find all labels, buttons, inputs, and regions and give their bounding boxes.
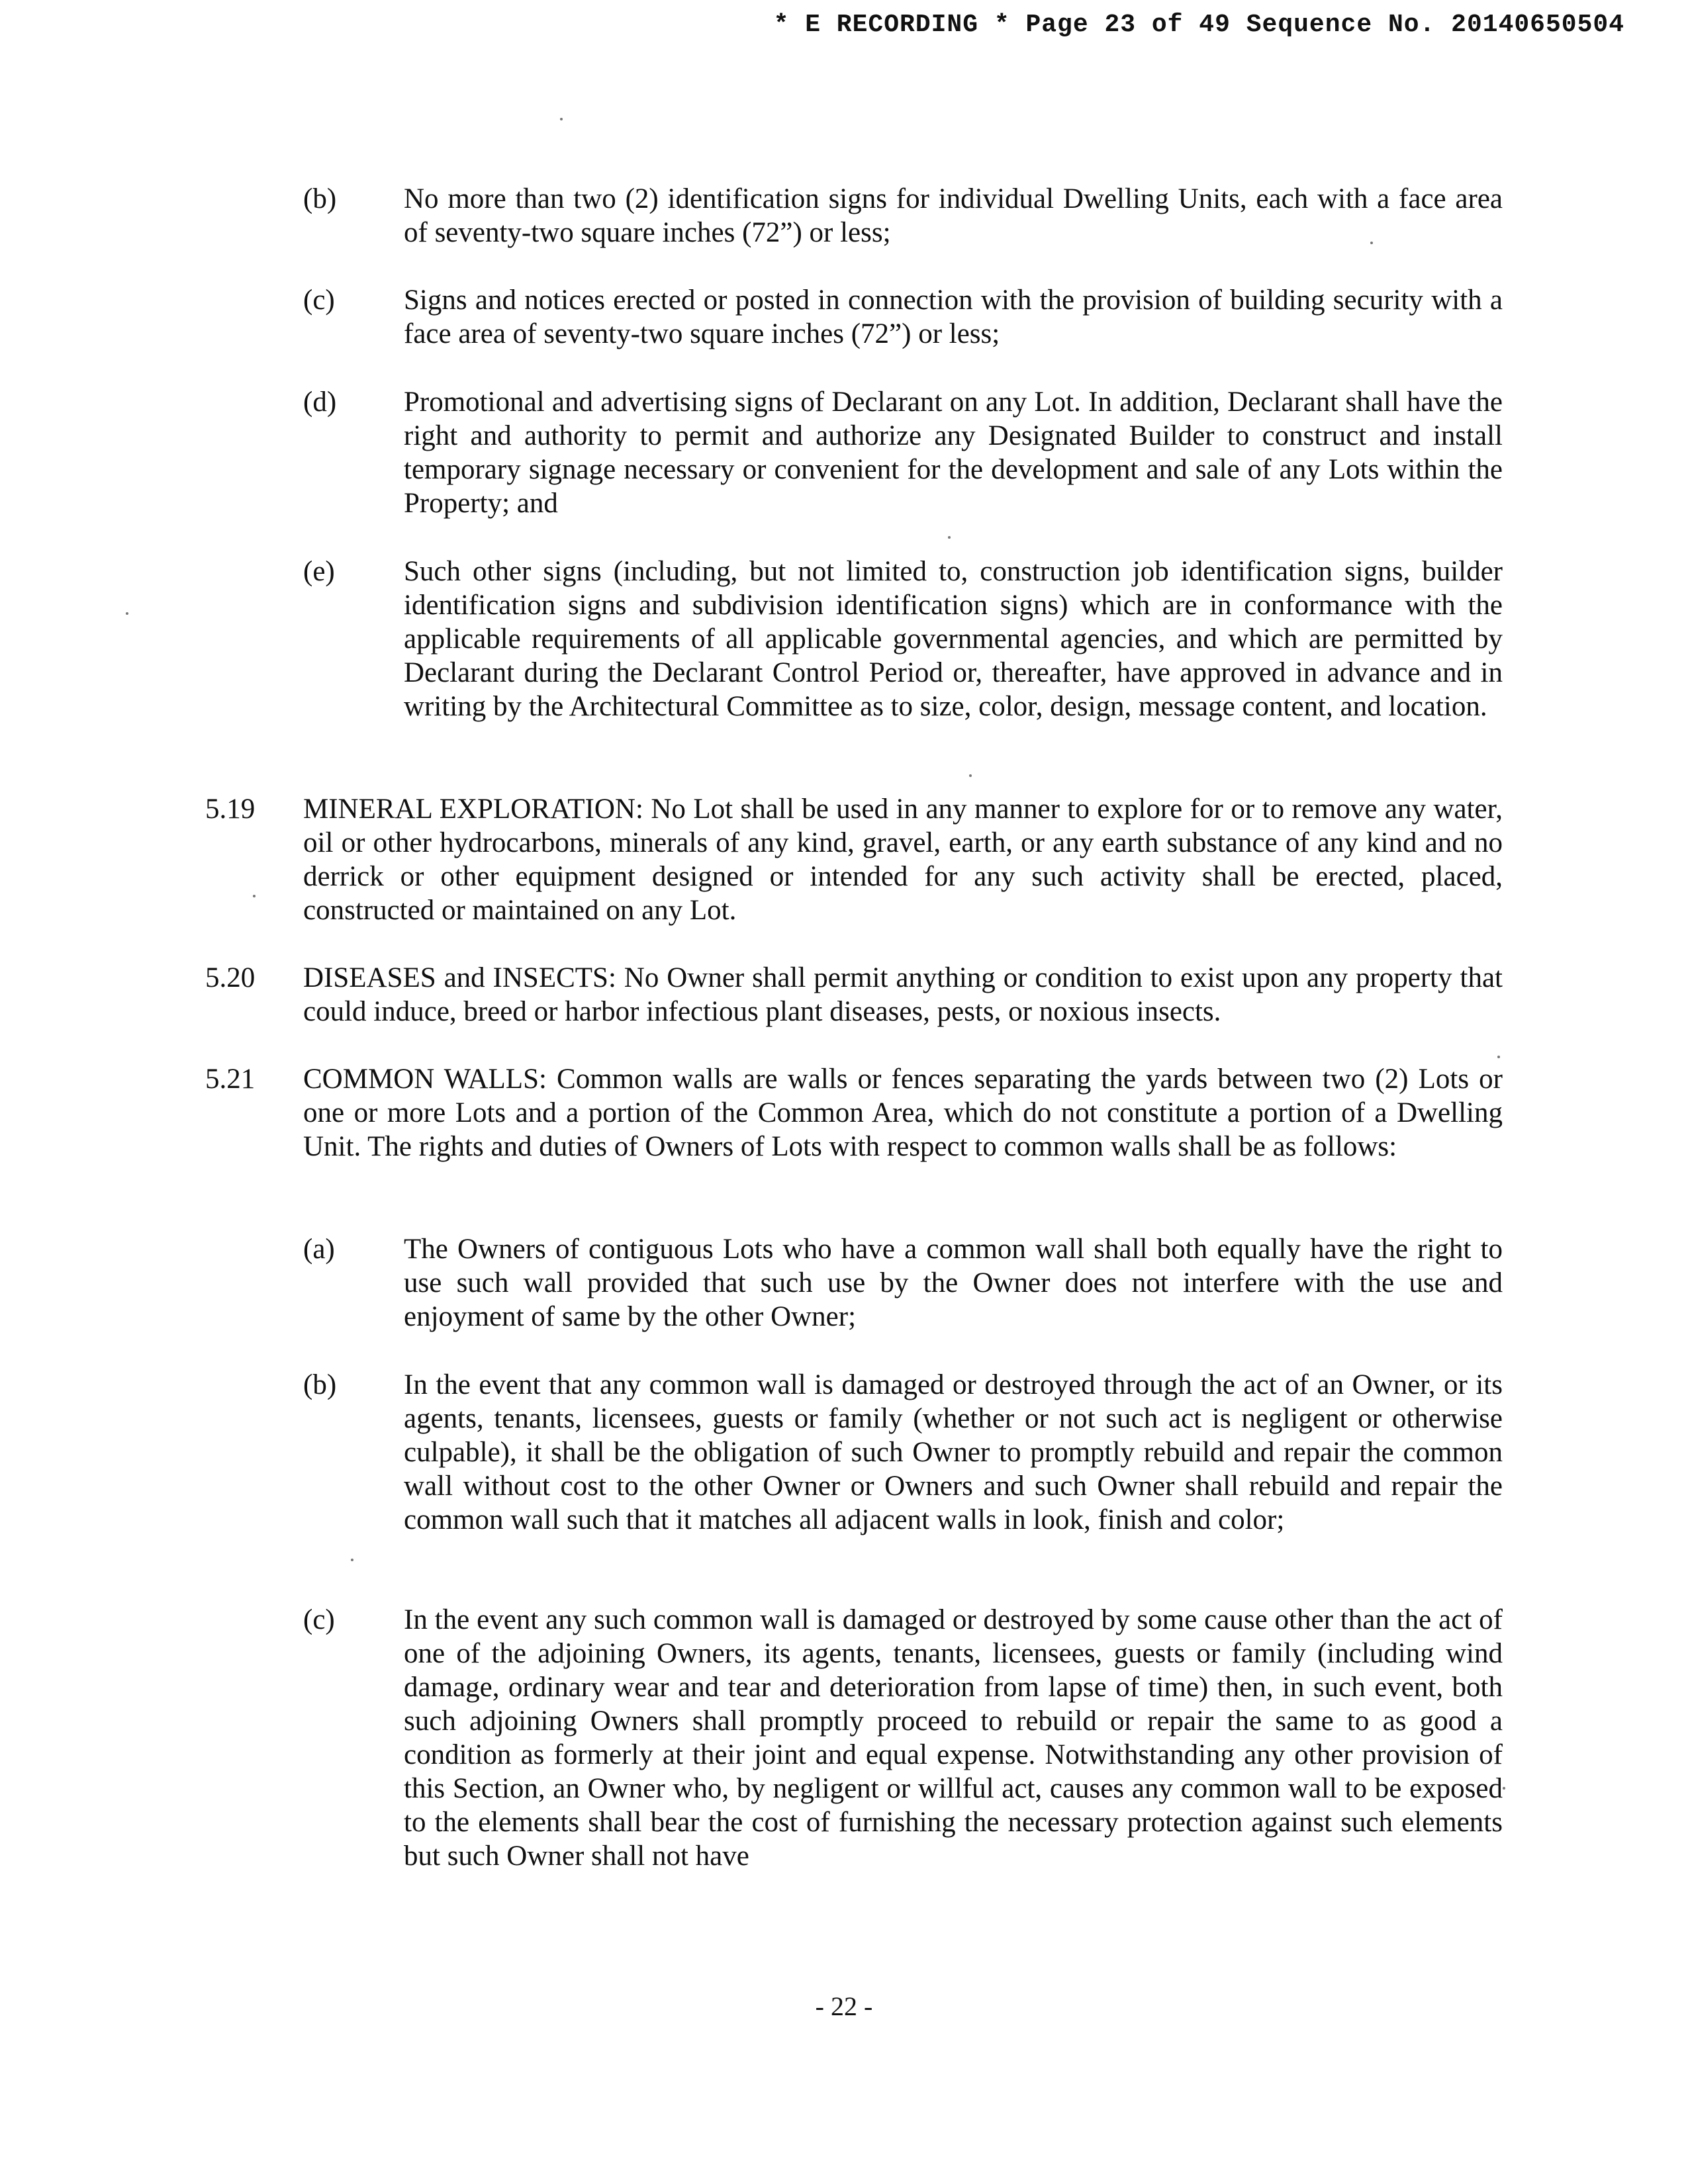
- subsection-label: (c): [303, 285, 335, 316]
- scan-speck: [948, 536, 951, 539]
- subsection-label: (b): [303, 1369, 337, 1400]
- scan-speck: [1497, 1056, 1500, 1058]
- subsection-text: No more than two (2) identification signs for individual Dwelling Units, each with a face area of seventy-two square inches (72”) or less;: [404, 183, 1503, 248]
- scan-speck: [1503, 1787, 1505, 1790]
- scan-speck: [969, 774, 972, 777]
- subsection-text: Promotional and advertising signs of Declarant on any Lot. In addition, Declarant shall have the right and authority to permit and authorize any Designated Builder to construct and install temporary signage necessary or convenient for the development and sale of any Lots within the Property; and: [404, 387, 1503, 519]
- scan-speck: [253, 895, 256, 897]
- scan-speck: [351, 1559, 353, 1561]
- section-number: 5.21: [205, 1064, 256, 1095]
- recording-stamp: * E RECORDING * Page 23 of 49 Sequence No. 20140650504: [773, 11, 1624, 39]
- section-text: MINERAL EXPLORATION: No Lot shall be used in any manner to explore for or to remove any water, oil or other hydrocarbons, minerals of any kind, gravel, earth, or any earth substance of any kind and no derrick or other equipment designed or intended for any such activity shall be erected, placed, constructed or maintained on any Lot.: [303, 794, 1503, 926]
- scan-speck: [1370, 242, 1373, 244]
- scan-speck: [126, 612, 128, 615]
- subsection-text: Such other signs (including, but not limited to, construction job identification signs, builder identification signs and subdivision identification signs) which are in conformance with the applicable requirements of all applicable governmental agencies, and which are permitted by Declarant during the Declarant Control Period or, thereafter, have approved in advance and in writing by the Architectural Committee as to size, color, design, message content, and location.: [404, 556, 1503, 722]
- subsection-text: In the event that any common wall is damaged or destroyed through the act of an Owner, or its agents, tenants, licensees, guests or family (whether or not such act is negligent or otherwise culpable), it shall be the obligation of such Owner to promptly rebuild and repair the common wall without cost to the other Owner or Owners and such Owner shall rebuild and repair the common wall such that it matches all adjacent walls in look, finish and color;: [404, 1369, 1503, 1535]
- subsection-text: Signs and notices erected or posted in connection with the provision of building security with a face area of seventy-two square inches (72”) or less;: [404, 285, 1503, 349]
- subsection-label: (c): [303, 1604, 335, 1635]
- scan-speck: [560, 118, 563, 120]
- subsection-label: (a): [303, 1234, 335, 1265]
- section-number: 5.20: [205, 962, 256, 993]
- subsection-label: (d): [303, 387, 337, 418]
- subsection-label: (b): [303, 183, 337, 214]
- section-text: DISEASES and INSECTS: No Owner shall permit anything or condition to exist upon any property that could induce, breed or harbor infectious plant diseases, pests, or noxious insects.: [303, 962, 1503, 1027]
- section-number: 5.19: [205, 794, 256, 825]
- subsection-text: In the event any such common wall is damaged or destroyed by some cause other than the act of one of the adjoining Owners, its agents, tenants, licensees, guests or family (including wind damage, ordinary wear and tear and deterioration from lapse of time) then, in such event, both such adjoining Owners shall promptly proceed to rebuild or repair the same to as good a condition as formerly at their joint and equal expense. Notwithstanding any other provision of this Section, an Owner who, by negligent or willful act, causes any common wall to be exposed to the elements shall bear the cost of furnishing the necessary protection against such elements but such Owner shall not have: [404, 1604, 1503, 1872]
- page-number: - 22 -: [815, 1991, 873, 2021]
- section-text: COMMON WALLS: Common walls are walls or fences separating the yards between two (2) Lots or one or more Lots and a portion of the Common Area, which do not constitute a portion of a Dwelling Unit. The rights and duties of Owners of Lots with respect to common walls shall be as follows:: [303, 1064, 1503, 1162]
- subsection-text: The Owners of contiguous Lots who have a common wall shall both equally have the right to use such wall provided that such use by the Owner does not interfere with the use and enjoyment of same by the other Owner;: [404, 1234, 1503, 1332]
- subsection-label: (e): [303, 556, 335, 587]
